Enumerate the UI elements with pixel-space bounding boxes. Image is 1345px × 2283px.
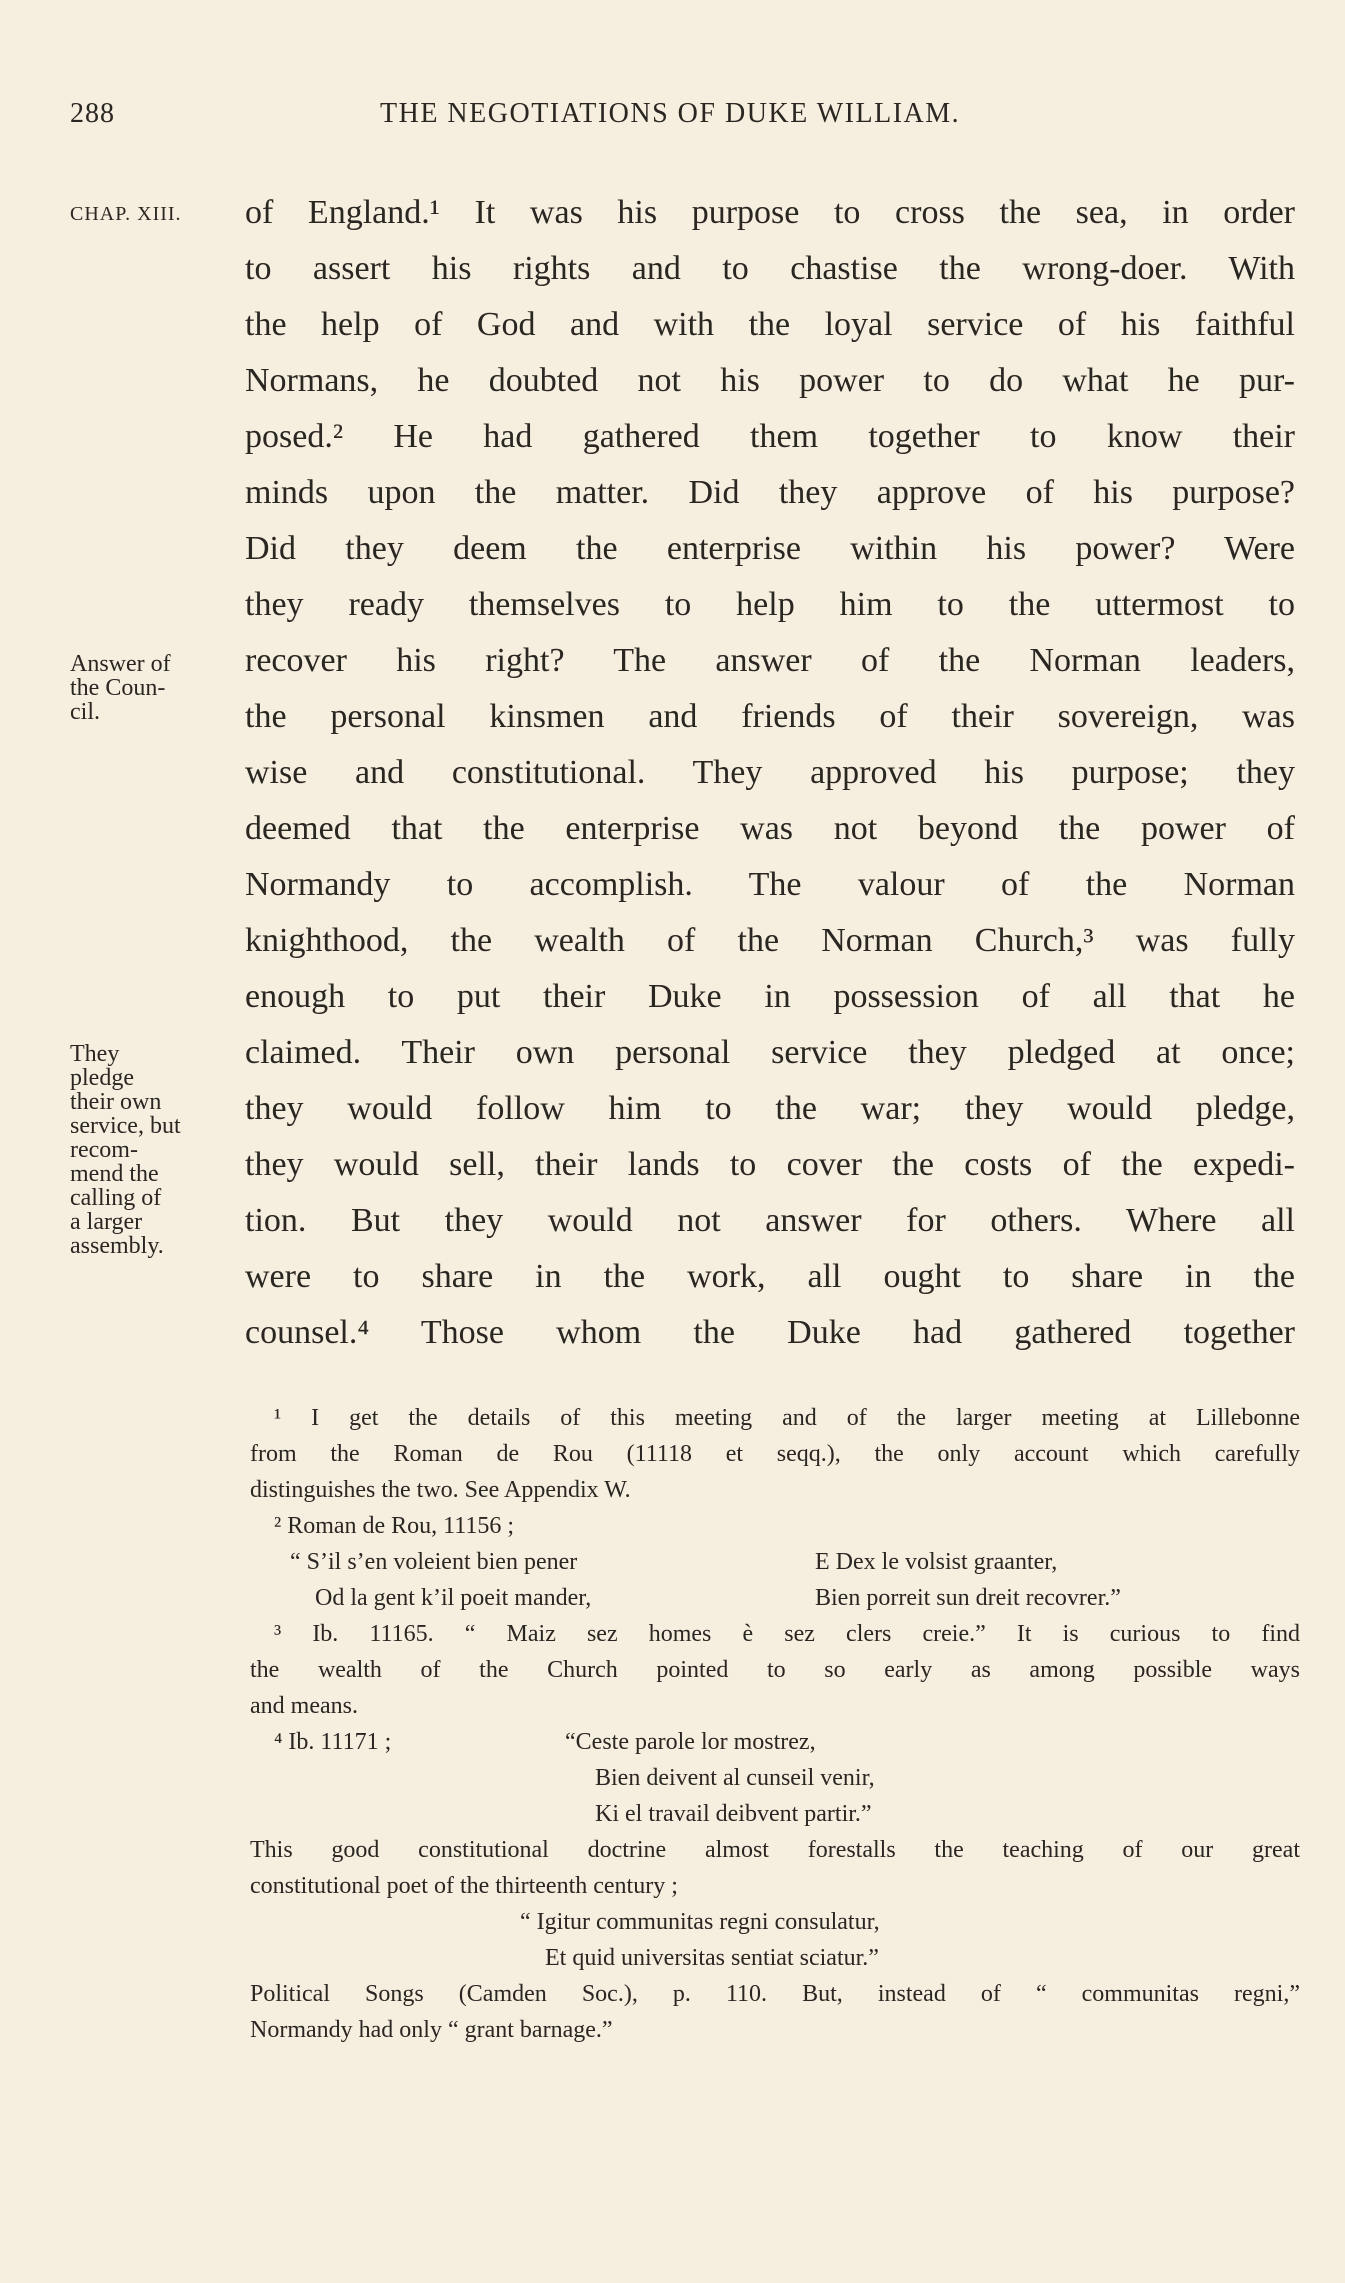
footnote-verse-row	[250, 1760, 1300, 1796]
footnote-line: Political Songs (Camden Soc.), p. 110. But, instead of “ communitas regni,”	[250, 1981, 1300, 2007]
footnote-verse-row	[250, 1940, 1300, 1976]
body-line: Did they deem the enterprise within his power? Were	[245, 530, 1295, 567]
body-line: they would sell, their lands to cover the costs of the expedi-	[245, 1146, 1295, 1183]
verse-line: Et quid universitas sentiat sciatur.”	[545, 1945, 879, 1971]
footnote-line: ³ Ib. 11165. “ Maiz sez homes è sez clers creie.” It is curious to find	[274, 1621, 1300, 1647]
body-line: counsel.⁴ Those whom the Duke had gathered together	[245, 1314, 1295, 1351]
body-line: wise and constitutional. They approved his purpose; they	[245, 754, 1295, 791]
chapter-label: CHAP. XIII.	[70, 203, 182, 225]
body-line: Normandy to accomplish. The valour of the Norman	[245, 866, 1295, 903]
page-header	[70, 98, 1300, 138]
running-title: THE NEGOTIATIONS OF DUKE WILLIAM.	[380, 98, 961, 129]
verse-line: Bien deivent al cunseil venir,	[595, 1765, 875, 1791]
body-line: posed.² He had gathered them together to know their	[245, 418, 1295, 455]
sidenote-answer-of-council: Answer of the Coun- cil.	[70, 651, 171, 725]
footnote-verse-row	[250, 1580, 1300, 1616]
footnote-line: distinguishes the two. See Appendix W.	[250, 1477, 631, 1503]
footnotes	[250, 1400, 1300, 2048]
body-line: the personal kinsmen and friends of their sovereign, was	[245, 698, 1295, 735]
verse-right: Bien porreit sun dreit recovrer.”	[815, 1585, 1121, 1611]
footnote-line: Normandy had only “ grant barnage.”	[250, 2017, 613, 2043]
body-line: the help of God and with the loyal service of his faithful	[245, 306, 1295, 343]
verse-left: “ S’il s’en voleient bien pener	[290, 1549, 578, 1575]
footnote-line: ² Roman de Rou, 11156 ;	[274, 1513, 515, 1539]
footnote-verse-row	[250, 1544, 1300, 1580]
footnote-ref: ⁴ Ib. 11171 ;	[274, 1729, 392, 1755]
body-line: they ready themselves to help him to the uttermost to	[245, 586, 1295, 623]
footnote-verse-row	[250, 1904, 1300, 1940]
sidenote-pledge-service: They pledge their own service, but recom- mend the calling of a larger assembly.	[70, 1041, 181, 1259]
footnote-line: from the Roman de Rou (11118 et seqq.), the only account which carefully	[250, 1441, 1300, 1467]
footnote-line: constitutional poet of the thirteenth century ;	[250, 1873, 678, 1899]
body-line: they would follow him to the war; they would pledge,	[245, 1090, 1295, 1127]
main-text	[245, 185, 1295, 1361]
body-line: claimed. Their own personal service they pledged at once;	[245, 1034, 1295, 1071]
verse-left: Od la gent k’il poeit mander,	[315, 1585, 592, 1611]
verse-line: “ Igitur communitas regni consulatur,	[520, 1909, 880, 1935]
body-line: to assert his rights and to chastise the wrong-doer. With	[245, 250, 1295, 287]
body-line: of England.¹ It was his purpose to cross the sea, in order	[245, 194, 1295, 231]
footnote-line: the wealth of the Church pointed to so early as among possible ways	[250, 1657, 1300, 1683]
body-line: deemed that the enterprise was not beyond the power of	[245, 810, 1295, 847]
body-line: minds upon the matter. Did they approve of his purpose?	[245, 474, 1295, 511]
verse-right: E Dex le volsist graanter,	[815, 1549, 1058, 1575]
body-line: Normans, he doubted not his power to do what he pur-	[245, 362, 1295, 399]
verse-line: “Ceste parole lor mostrez,	[565, 1729, 816, 1755]
body-line: recover his right? The answer of the Norman leaders,	[245, 642, 1295, 679]
footnote-line: This good constitutional doctrine almost forestalls the teaching of our great	[250, 1837, 1300, 1863]
page-number: 288	[70, 98, 115, 129]
body-line: were to share in the work, all ought to share in the	[245, 1258, 1295, 1295]
body-line: knighthood, the wealth of the Norman Church,³ was fully	[245, 922, 1295, 959]
footnote-verse-row	[250, 1796, 1300, 1832]
footnote-verse-row	[250, 1724, 1300, 1760]
body-line: tion. But they would not answer for others. Where all	[245, 1202, 1295, 1239]
footnote-line: and means.	[250, 1693, 358, 1719]
verse-line: Ki el travail deibvent partir.”	[595, 1801, 872, 1827]
footnote-line: ¹ I get the details of this meeting and of the larger meeting at Lillebonne	[274, 1405, 1300, 1431]
body-line: enough to put their Duke in possession of all that he	[245, 978, 1295, 1015]
